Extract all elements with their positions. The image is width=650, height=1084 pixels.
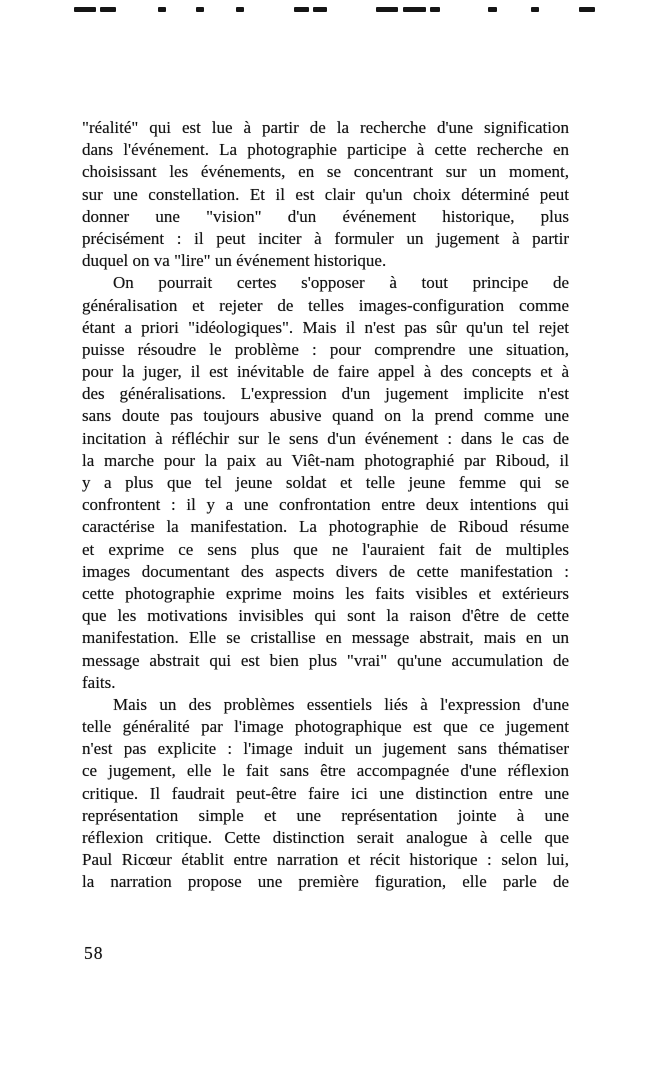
text-line: confrontent : il y a une confrontation entre deux intentions qui (82, 495, 569, 515)
text-line: réflexion critique. Cette distinction serait analogue à celle que (82, 828, 569, 847)
text-line: des généralisations. L'expression d'un jugement implicite n'est (82, 384, 569, 404)
text-line: incitation à réfléchir sur le sens d'un événement : dans le cas de (82, 428, 569, 448)
text-line: étant a priori "idéologiques". Mais il n'est pas sûr qu'un tel rejet (82, 317, 569, 337)
scan-mark-dash (430, 7, 440, 12)
text-line: généralisation et rejeter de telles images-configuration comme (82, 295, 569, 315)
text-line: faits. (82, 672, 116, 692)
text-line: "réalité" qui est lue à partir de la recherche d'une signification (82, 118, 569, 137)
text-line: On pourrait certes s'opposer à tout principe de (113, 273, 569, 293)
scan-mark-dash (403, 7, 426, 12)
scan-mark-dash (313, 7, 327, 12)
text-line: et exprime ce sens plus que ne l'auraient fait de multiples (82, 539, 569, 559)
text-line: images documentant des aspects divers de cette manifestation : (82, 561, 569, 581)
text-line: dans l'événement. La photographie participe à cette recherche en (82, 140, 569, 160)
page-body-text (82, 117, 569, 894)
text-line: la narration propose une première figuration, elle parle de (82, 872, 569, 892)
paragraph (82, 272, 569, 694)
text-line: ce jugement, elle le fait sans être accompagnée d'une réflexion (82, 761, 569, 781)
scan-mark-dash (488, 7, 497, 12)
scan-mark-dash (294, 7, 309, 12)
page-number: 58 (84, 943, 104, 963)
scan-mark-dash (74, 7, 96, 12)
scan-artifact-marks (0, 0, 650, 20)
text-line: précisément : il peut inciter à formuler un jugement à partir (82, 228, 569, 248)
text-line: choisissant les événements, en se concentrant sur un moment, (82, 162, 569, 182)
text-line: caractérise la manifestation. La photographie de Riboud résume (82, 517, 569, 537)
text-line: critique. Il faudrait peut-être faire ici une distinction entre une (82, 783, 569, 803)
text-line: Mais un des problèmes essentiels liés à l'expression d'une (113, 694, 569, 714)
text-line: y a plus que tel jeune soldat et telle jeune femme qui se (82, 473, 569, 492)
scan-mark-dash (531, 7, 539, 12)
text-line: donner une "vision" d'un événement historique, plus (82, 206, 569, 226)
text-line: sans doute pas toujours abusive quand on la prend comme une (82, 406, 569, 426)
text-line: que les motivations invisibles qui sont la raison d'être de cette (82, 606, 569, 626)
text-line: Paul Ricœur établit entre narration et récit historique : selon lui, (82, 850, 569, 870)
scan-mark-dash (100, 7, 116, 12)
text-line: manifestation. Elle se cristallise en message abstrait, mais en un (82, 628, 569, 648)
paragraph (82, 117, 569, 272)
text-line: message abstrait qui est bien plus "vrai" qu'une accumulation de (82, 650, 569, 670)
text-line: cette photographie exprime moins les faits visibles et extérieurs (82, 583, 569, 603)
scan-mark-dash (579, 7, 595, 12)
scan-mark-dash (236, 7, 244, 12)
text-line: puisse résoudre le problème : pour comprendre une situation, (82, 339, 569, 359)
scan-mark-dash (196, 7, 204, 12)
text-line: représentation simple et une représentation jointe à une (82, 805, 569, 825)
text-line: sur une constellation. Et il est clair qu'un choix déterminé peut (82, 184, 569, 204)
text-line: duquel on va "lire" un événement historique. (82, 251, 387, 271)
scan-mark-dash (158, 7, 166, 12)
paragraph (82, 694, 569, 894)
scan-mark-dash (376, 7, 398, 12)
text-line: pour la juger, il est inévitable de faire appel à des concepts et à (82, 362, 569, 382)
text-line: la marche pour la paix au Viêt-nam photographié par Riboud, il (82, 450, 569, 470)
text-line: telle généralité par l'image photographique est que ce jugement (82, 717, 569, 737)
text-line: n'est pas explicite : l'image induit un jugement sans thématiser (82, 739, 569, 759)
